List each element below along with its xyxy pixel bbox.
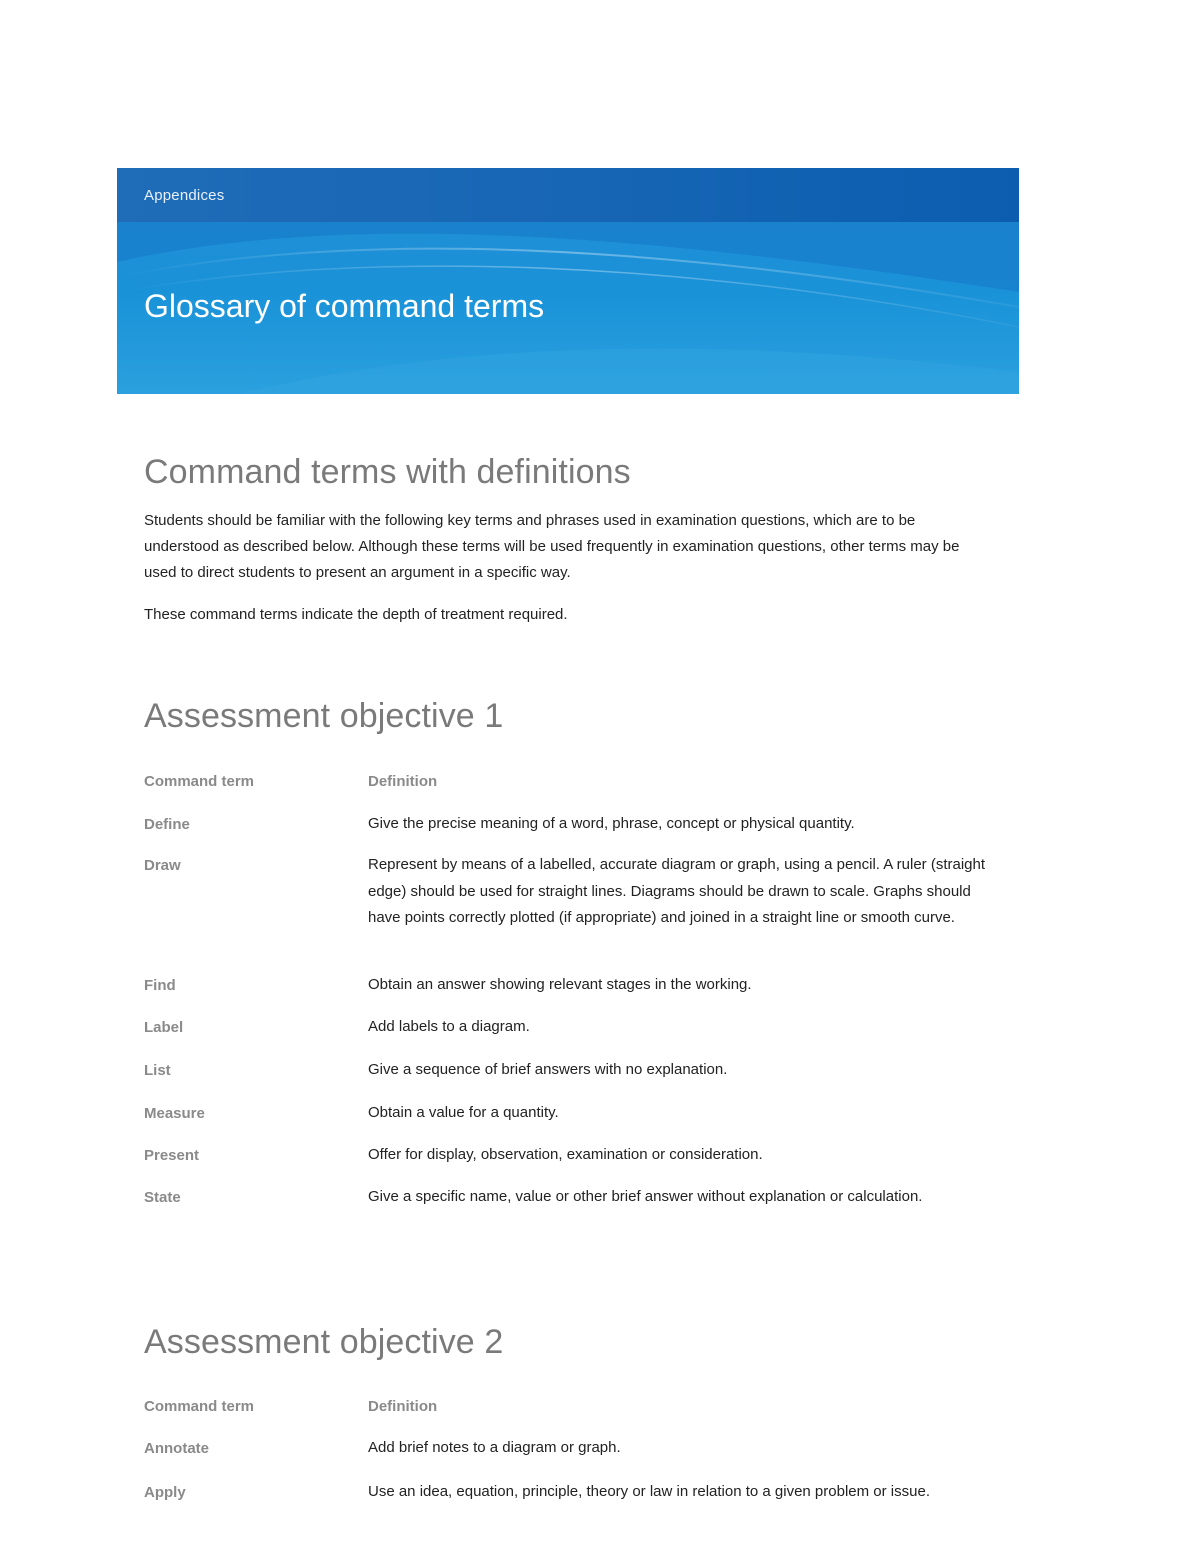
ao1-definition: Obtain an answer showing relevant stages in the working.: [368, 976, 752, 993]
ao1-definition: Offer for display, observation, examination or consideration.: [368, 1146, 763, 1163]
section-label: Appendices: [144, 187, 225, 204]
ao1-term: Define: [144, 816, 190, 833]
ao1-term: Find: [144, 977, 176, 994]
ao1-definition: Obtain a value for a quantity.: [368, 1104, 559, 1121]
ao1-term: List: [144, 1062, 171, 1079]
ao1-definition: Give the precise meaning of a word, phrase, concept or physical quantity.: [368, 815, 855, 832]
ao1-definition: Add labels to a diagram.: [368, 1018, 530, 1035]
ao1-definition: Give a specific name, value or other brief answer without explanation or calculation.: [368, 1188, 923, 1205]
ao2-column-header-definition: Definition: [368, 1398, 438, 1415]
ao1-definition: Give a sequence of brief answers with no explanation.: [368, 1061, 728, 1078]
ao2-definition: Use an idea, equation, principle, theory or law in relation to a given problem or issue.: [368, 1483, 930, 1500]
ao1-term: Present: [144, 1147, 200, 1164]
intro-paragraph: Students should be familiar with the following key terms and phrases used in examination questions, which are to be understood as described below. Although these terms will be used frequently in examination questions, other terms may be used to direct students to present an argument in a specific way.: [144, 512, 960, 581]
banner-top-strip: [117, 168, 1019, 222]
ao2-term: Apply: [144, 1484, 186, 1501]
ao2-term: Annotate: [144, 1440, 209, 1457]
page-title: Glossary of command terms: [144, 288, 545, 324]
ao1-term: Measure: [144, 1105, 205, 1122]
ao2-definition: Add brief notes to a diagram or graph.: [368, 1439, 621, 1456]
intro-paragraph-depth: These command terms indicate the depth of treatment required.: [144, 606, 568, 623]
ao1-column-header-term: Command term: [144, 773, 255, 790]
section-heading-definitions: Command terms with definitions: [144, 453, 631, 491]
ao1-column-header-definition: Definition: [368, 773, 438, 790]
ao2-column-header-term: Command term: [144, 1398, 255, 1415]
ao1-term: State: [144, 1189, 181, 1206]
ao1-term: Label: [144, 1019, 184, 1036]
ao1-term: Draw: [144, 857, 181, 874]
ao1-definition: Represent by means of a labelled, accurate diagram or graph, using a pencil. A ruler (straight edge) should be used for straight lines. Diagrams should be drawn to scale. Graphs should have points correctly plotted (if appropriate) and joined in a straight line or smooth curve.: [368, 856, 986, 926]
section-heading-ao1: Assessment objective 1: [144, 697, 504, 735]
header-banner: [117, 168, 1019, 394]
section-heading-ao2: Assessment objective 2: [144, 1323, 504, 1361]
